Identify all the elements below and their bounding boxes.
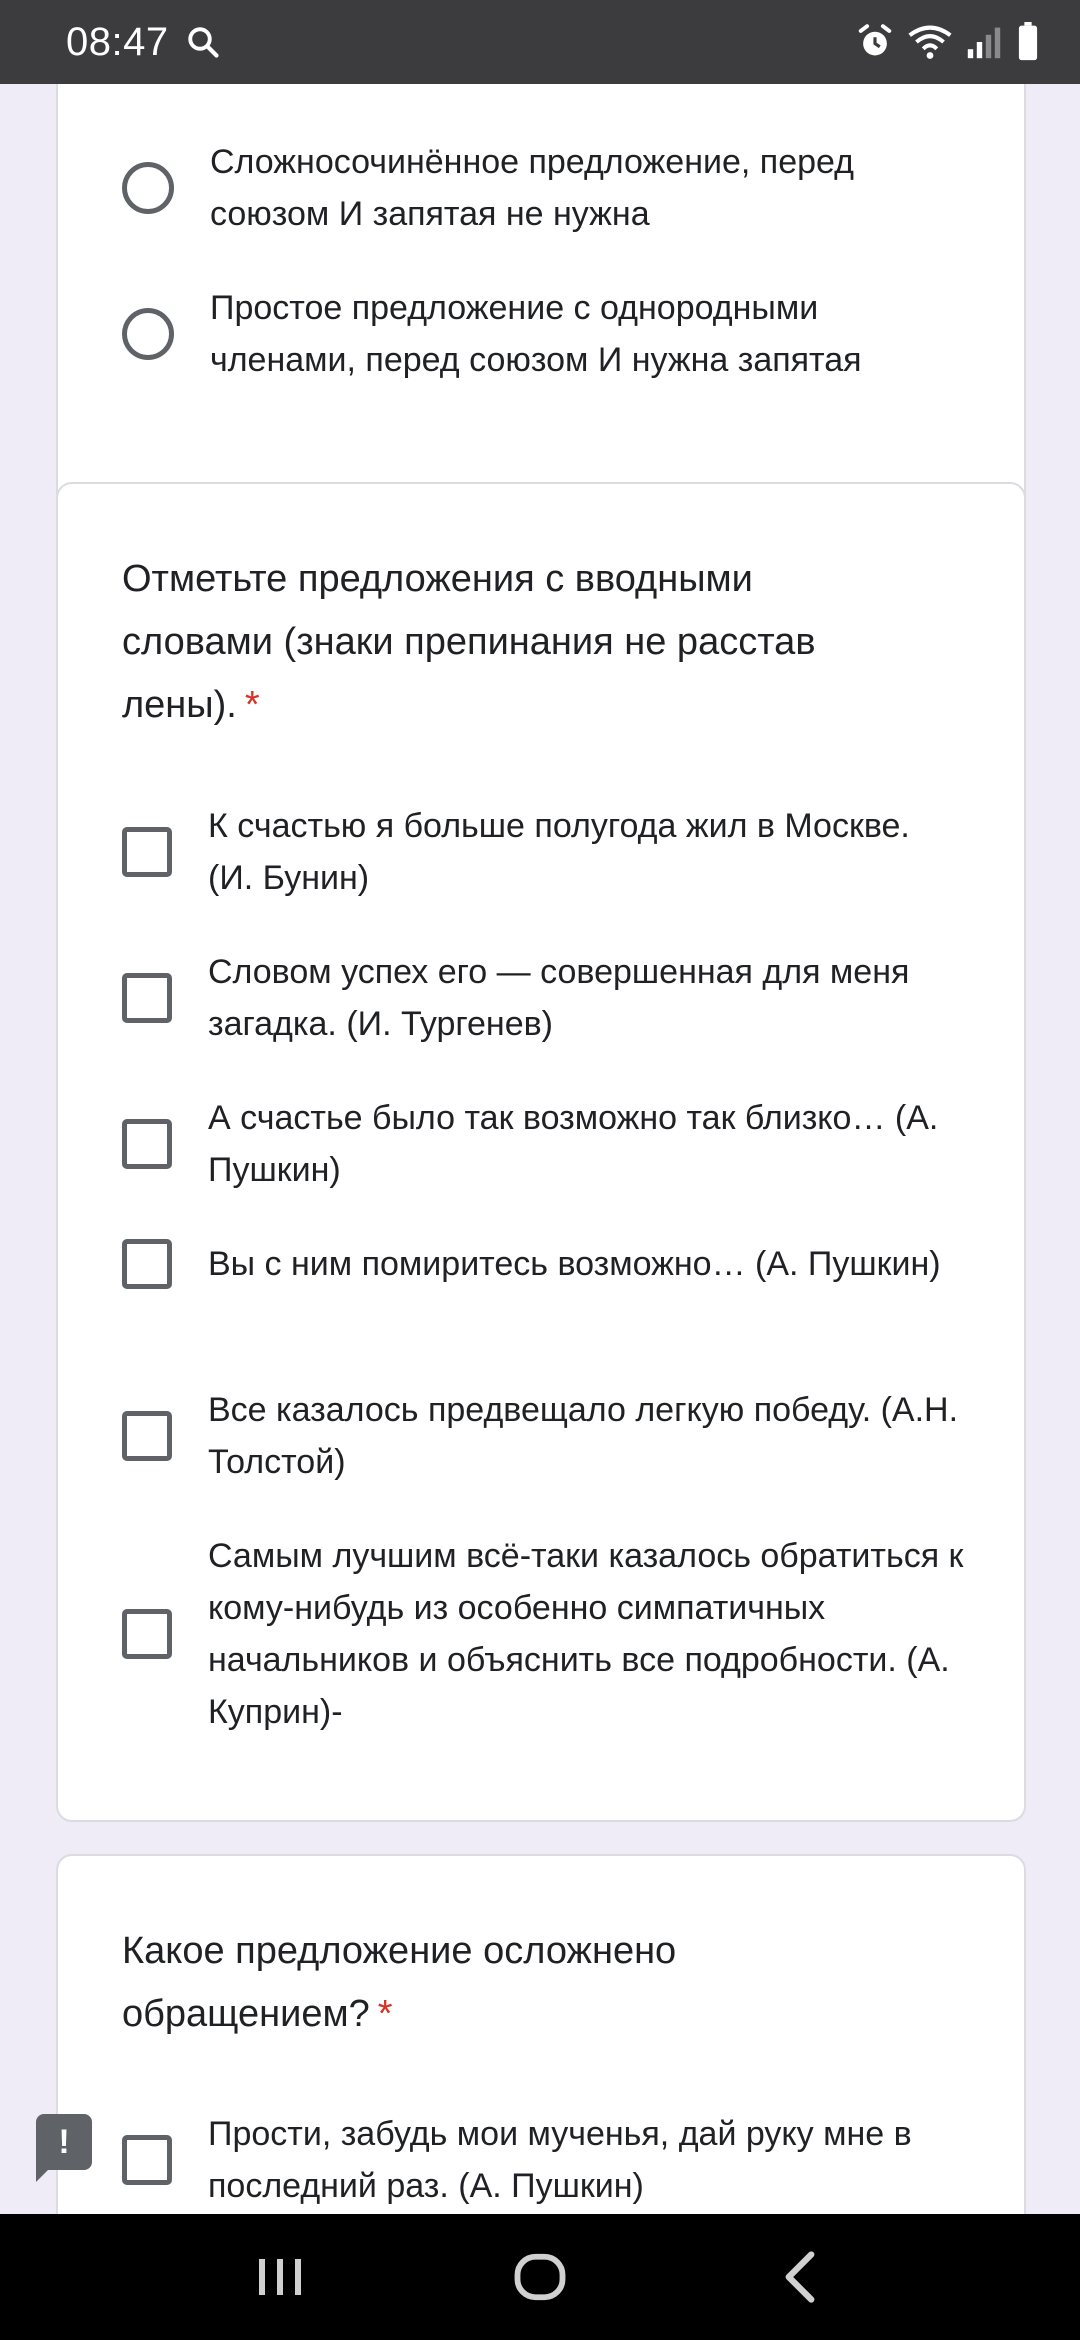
- question-card-2: [56, 482, 1026, 1822]
- checkbox[interactable]: [122, 1411, 172, 1461]
- checkbox[interactable]: [122, 973, 172, 1023]
- question-card-1: [56, 84, 1026, 528]
- status-bar: [0, 0, 1080, 84]
- radio-button[interactable]: [122, 308, 174, 360]
- wifi-icon: [908, 23, 952, 61]
- form-scroll-area[interactable]: [0, 84, 1080, 2214]
- checkbox-option[interactable]: [122, 1530, 964, 1738]
- alarm-icon: [856, 23, 894, 61]
- option-label: Все казалось предвещало легкую победу. (А.Н. Толстой): [208, 1391, 959, 1481]
- checkbox-option[interactable]: [122, 1384, 964, 1488]
- radio-option[interactable]: [122, 136, 964, 240]
- question-title: [122, 548, 964, 737]
- option-label: А счастье было так возможно так близко… (А. Пушкин): [208, 1099, 939, 1189]
- question-title-line: Отметьте предложения с вводными: [122, 558, 753, 600]
- option-label: Прости, забудь мои мученья, дай руку мне в последний раз. (А. Пушкин): [208, 2115, 912, 2205]
- question-title-line: обращением?: [122, 1993, 370, 2035]
- back-icon[interactable]: [760, 2237, 840, 2317]
- checkbox[interactable]: [122, 1119, 172, 1169]
- option-label: Простое предложение с однородными членами, перед союзом И нужна запятая: [210, 289, 862, 379]
- feedback-icon[interactable]: !: [36, 2114, 92, 2170]
- option-label: Словом успех его — совершенная для меня загадка. (И. Тургенев): [208, 953, 910, 1043]
- checkbox[interactable]: [122, 1609, 172, 1659]
- question-title-line: лены).: [122, 684, 237, 726]
- search-icon: [185, 22, 225, 62]
- radio-option[interactable]: [122, 282, 964, 386]
- question-title: [122, 1920, 964, 2046]
- checkbox-option[interactable]: [122, 1238, 964, 1290]
- battery-icon: [1016, 22, 1040, 62]
- option-label: Сложносочинённое предложение, перед союзом И запятая не нужна: [210, 143, 855, 233]
- required-mark: *: [377, 1993, 393, 2035]
- option-label: Самым лучшим всё-таки казалось обратиться к кому-нибудь из особенно симпатичных начальников и объяснить все подробности. (А. Куприн)-: [208, 1537, 964, 1731]
- checkbox[interactable]: [122, 2135, 172, 2185]
- signal-icon: [966, 24, 1002, 60]
- option-label: К счастью я больше полугода жил в Москве. (И. Бунин): [208, 807, 910, 897]
- checkbox[interactable]: [122, 1239, 172, 1289]
- checkbox-option[interactable]: [122, 1092, 964, 1196]
- status-icons: [856, 22, 1040, 62]
- question-card-3: [56, 1854, 1026, 2214]
- checkbox[interactable]: [122, 827, 172, 877]
- question-title-line: словами (знаки препинания не расстав: [122, 621, 816, 663]
- checkbox-option[interactable]: [122, 946, 964, 1050]
- status-time: 08:47: [66, 19, 169, 64]
- checkbox-option[interactable]: [122, 800, 964, 904]
- question-title-line: Какое предложение осложнено: [122, 1930, 677, 1972]
- recent-apps-icon[interactable]: [240, 2237, 320, 2317]
- option-label: Вы с ним помиритесь возможно… (А. Пушкин): [208, 1245, 941, 1283]
- radio-button[interactable]: [122, 162, 174, 214]
- home-icon[interactable]: [500, 2237, 580, 2317]
- checkbox-option[interactable]: [122, 2108, 964, 2212]
- required-mark: *: [244, 684, 260, 726]
- navigation-bar: [0, 2214, 1080, 2340]
